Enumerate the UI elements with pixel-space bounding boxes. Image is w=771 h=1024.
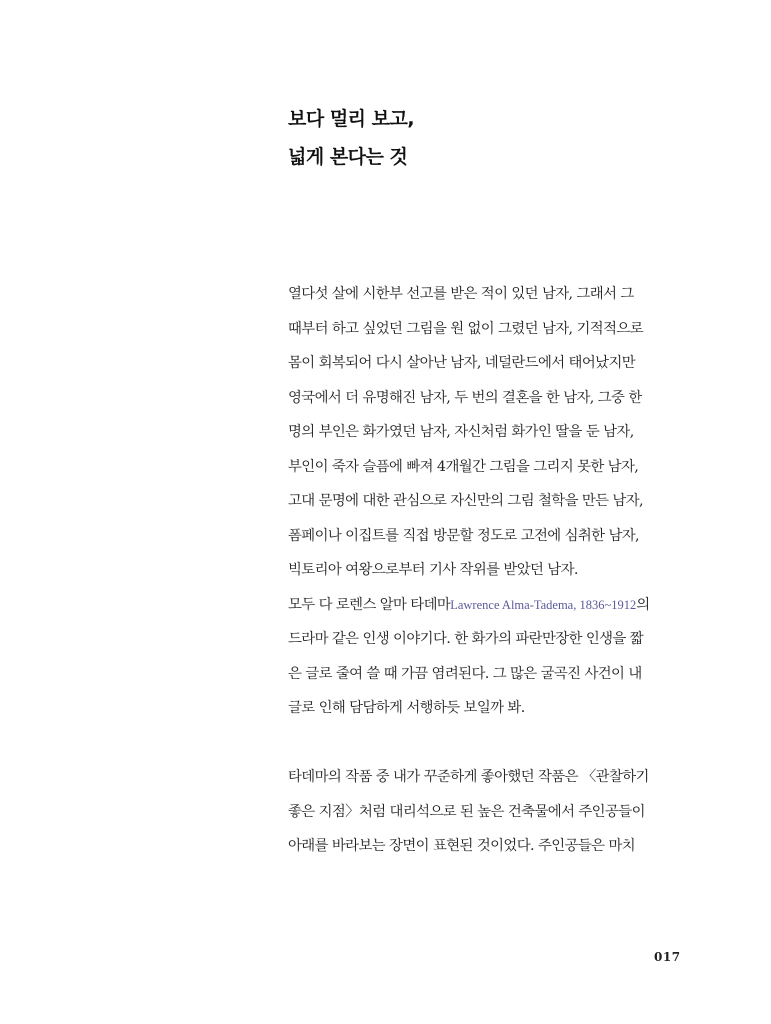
paragraph-line: 영국에서 더 유명해진 남자, 두 번의 결혼을 한 남자, 그중 한 bbox=[288, 389, 642, 406]
paragraph-line: 열다섯 살에 시한부 선고를 받은 적이 있던 남자, 그래서 그 bbox=[288, 286, 634, 302]
paragraph-line: 명의 부인은 화가였던 남자, 자신처럼 화가인 딸을 둔 남자, bbox=[288, 424, 634, 440]
paragraph-line: 고대 문명에 대한 관심으로 자신만의 그림 철학을 만든 남자, bbox=[288, 493, 644, 509]
paragraph-line: 글로 인해 담담하게 서행하듯 보일까 봐. bbox=[288, 700, 525, 716]
paragraph-line: 은 글로 줄여 쓸 때 가끔 염려된다. 그 많은 굴곡진 사건이 내 bbox=[288, 665, 642, 682]
paragraph-line: 몸이 회복되어 다시 살아난 남자, 네덜란드에서 태어났지만 bbox=[288, 355, 636, 371]
line-suffix: 의 bbox=[636, 596, 650, 613]
paragraph-line: 좋은 지점〉처럼 대리석으로 된 높은 건축물에서 주인공들이 bbox=[288, 803, 645, 820]
line-prefix: 모두 다 로렌스 알마 타데마 bbox=[288, 596, 451, 613]
paragraph-gap bbox=[288, 726, 688, 761]
artist-name-annotation: Lawrence Alma-Tadema, 1836~1912 bbox=[450, 597, 637, 612]
page-number: 017 bbox=[654, 950, 681, 964]
title-line-1: 보다 멀리 보고, bbox=[288, 108, 415, 130]
paragraph-line: 드라마 같은 인생 이야기다. 한 화가의 파란만장한 인생을 짧 bbox=[288, 631, 644, 647]
paragraph-line: 아래를 바라보는 장면이 표현된 것이었다. 주인공들은 마치 bbox=[288, 838, 636, 854]
title-line-2: 넓게 본다는 것 bbox=[288, 146, 408, 168]
paragraph-line: 폼페이나 이집트를 직접 방문할 정도로 고전에 심취한 남자, bbox=[288, 527, 640, 544]
body-text bbox=[288, 277, 688, 864]
paragraph-line: 때부터 하고 싶었던 그림을 원 없이 그렸던 남자, 기적적으로 bbox=[288, 320, 644, 337]
paragraph-line: 부인이 죽자 슬픔에 빠져 4개월간 그림을 그리지 못한 남자, bbox=[288, 458, 639, 475]
paragraph-line: 타데마의 작품 중 내가 꾸준하게 좋아했던 작품은 〈관찰하기 bbox=[288, 769, 649, 785]
paragraph-line: 빅토리아 여왕으로부터 기사 작위를 받았던 남자. bbox=[288, 562, 578, 578]
chapter-title bbox=[288, 100, 414, 176]
paragraph-line-with-annotation bbox=[288, 588, 688, 623]
